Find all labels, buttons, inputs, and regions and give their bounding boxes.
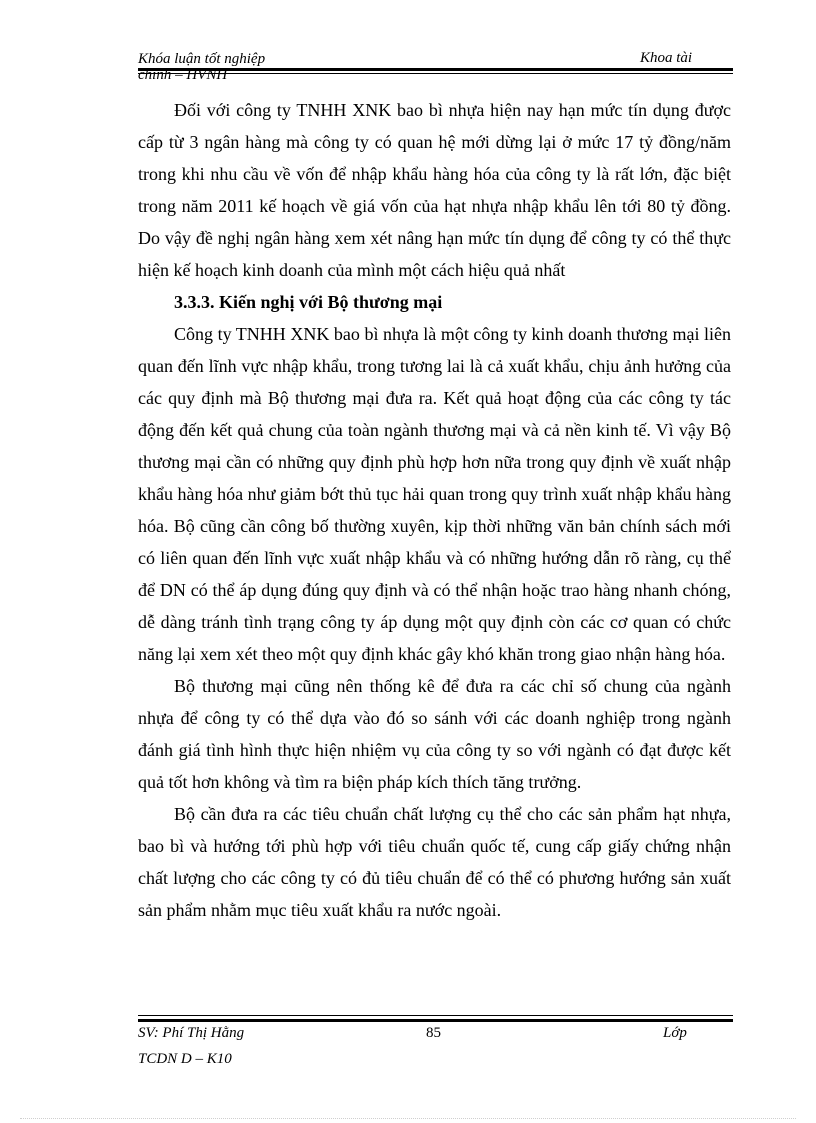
page-footer [138, 1015, 733, 1075]
footer-class-label: Lớp [663, 1025, 687, 1041]
paragraph-credit-limit: Đối với công ty TNHH XNK bao bì nhựa hiện nay hạn mức tín dụng được cấp từ 3 ngân hàng mà công ty có quan hệ mới dừng lại ở mức 17 tỷ đồng/năm trong khi nhu cầu về vốn để nhập khẩu hàng hóa của công ty là rất lớn, đặc biệt trong năm 2011 kế hoạch về giá vốn của hạt nhựa nhập khẩu lên tới 80 tỷ đồng. Do vậy đề nghị ngân hàng xem xét nâng hạn mức tín dụng để công ty có thể thực hiện kế hoạch kinh doanh của mình một cách hiệu quả nhất [138, 100, 731, 280]
paragraph-quality-standards: Bộ cần đưa ra các tiêu chuẩn chất lượng cụ thể cho các sản phẩm hạt nhựa, bao bì và hướng tới phù hợp với tiêu chuẩn quốc tế, cung cấp giấy chứng nhận chất lượng cho các công ty có đủ tiêu chuẩn để có thể có phương hướng sản xuất sản phẩm nhằm mục tiêu xuất khẩu ra nước ngoài. [138, 804, 731, 920]
footer-class-code: TCDN D – K10 [138, 1051, 232, 1067]
header-left-text: Khóa luận tốt nghiệp [138, 51, 266, 67]
page-body [138, 94, 731, 926]
paragraph-industry-statistics: Bộ thương mại cũng nên thống kê để đưa ra các chỉ số chung của ngành nhựa để công ty có thể dựa vào đó so sánh với các doanh nghiệp trong ngành đánh giá tình hình thực hiện nhiệm vụ của công ty so với ngành có đạt được kết quả tốt hơn không và tìm ra biện pháp kích thích tăng trưởng. [138, 676, 731, 792]
footer-rule-thin [138, 1015, 733, 1016]
page-bottom-dotted-line [20, 1118, 796, 1119]
page-header [138, 46, 733, 86]
footer-student-name: SV: Phí Thị Hằng [138, 1025, 245, 1041]
header-wrapped-text: chính – HVNH [138, 67, 228, 83]
header-rule-thick [138, 68, 733, 71]
section-heading: 3.3.3. Kiến nghị với Bộ thương mại [174, 292, 443, 312]
footer-rule-thick [138, 1019, 733, 1022]
page-number: 85 [426, 1025, 441, 1041]
paragraph-ministry-regulations: Công ty TNHH XNK bao bì nhựa là một công ty kinh doanh thương mại liên quan đến lĩnh vực nhập khẩu, trong tương lai là cả xuất khẩu, chịu ảnh hưởng của các quy định mà Bộ thương mại đưa ra. Kết quả hoạt động của các công ty tác động đến kết quả chung của toàn ngành thương mại và cả nền kinh tế. Vì vậy Bộ thương mại cần có những quy định phù hợp hơn nữa trong quy định về xuất nhập khẩu hàng hóa như giảm bớt thủ tục hải quan trong quy trình xuất nhập khẩu hàng hóa. Bộ cũng cần công bố thường xuyên, kịp thời những văn bản chính sách mới có liên quan đến lĩnh vực xuất nhập khẩu và có những hướng dẫn rõ ràng, cụ thể để DN có thể áp dụng đúng quy định và có thể nhận hoặc trao hàng nhanh chóng, dễ dàng tránh tình trạng công ty áp dụng một quy định còn các cơ quan có chức năng lại xem xét theo một quy định khác gây khó khăn trong giao nhận hàng hóa. [138, 324, 731, 664]
header-rule-thin [138, 73, 733, 74]
header-right-text: Khoa tài [640, 50, 693, 66]
